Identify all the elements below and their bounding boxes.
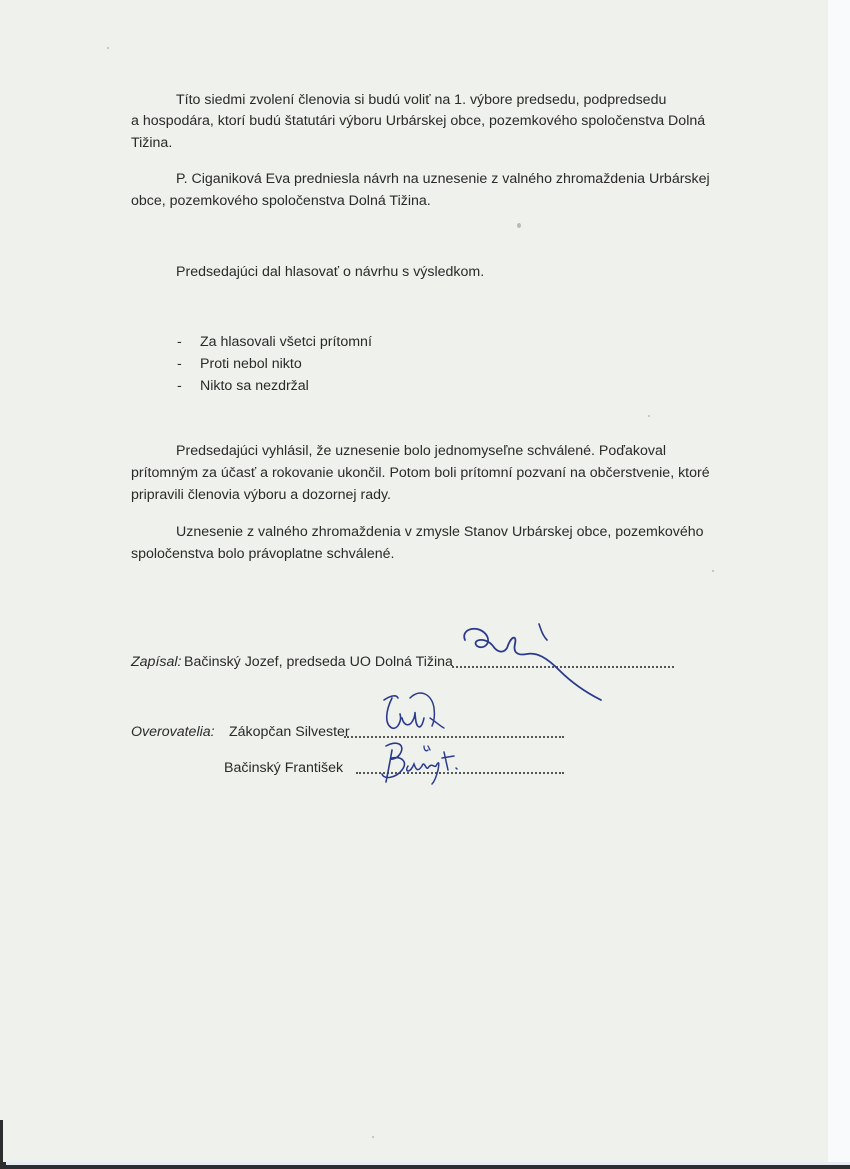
text-line: Predsedajúci vyhlásil, že uznesenie bolo jednomyseľne schválené. Poďakoval <box>176 443 667 459</box>
text-line: prítomným za účasť a rokovanie ukončil. Potom boli prítomní pozvaní na občerstvenie, ktoré <box>131 465 710 481</box>
text-line: a hospodára, ktorí budú štatutári výboru Urbárskej obce, pozemkového spoločenstva Dolná <box>131 113 706 129</box>
recorder-name: Bačinský Jozef, predseda UO Dolná Tižina <box>184 654 453 670</box>
text-line: obce, pozemkového spoločenstva Dolná Tižina. <box>131 193 431 209</box>
text-line: Uznesenie z valného zhromaždenia v zmysle Stanov Urbárskej obce, pozemkového <box>176 524 704 540</box>
verifier-name-1: Zákopčan Silvester <box>229 724 350 740</box>
text-line: Títo siedmi zvolení členovia si budú voliť na 1. výbore predsedu, podpredsedu <box>176 92 667 108</box>
verifier-1-signature-icon <box>380 688 460 738</box>
text-line: P. Ciganiková Eva predniesla návrh na uznesenie z valného zhromaždenia Urbárskej <box>176 171 710 187</box>
list-item: Nikto sa nezdržal <box>200 378 309 394</box>
text-line: Tižina. <box>131 135 173 151</box>
scan-speck <box>517 223 521 228</box>
scanner-margin-left <box>0 1120 3 1169</box>
list-item: Za hlasovali všetci prítomní <box>200 334 372 350</box>
list-dash: - <box>177 334 182 350</box>
recorder-signature-icon <box>455 618 615 703</box>
text-line: spoločenstva bolo právoplatne schválené. <box>131 546 395 562</box>
list-dash: - <box>177 378 182 394</box>
scan-speck <box>712 570 714 572</box>
verifiers-label: Overovatelia: <box>131 724 215 740</box>
verifier-name-2: Bačinský František <box>224 760 344 776</box>
scan-speck <box>107 47 109 49</box>
scanner-edge-highlight <box>6 1162 850 1165</box>
scan-speck <box>648 415 650 417</box>
text-line: Predsedajúci dal hlasovať o návrhu s výsledkom. <box>176 264 485 280</box>
text-line: pripravili členovia výboru a dozornej rady. <box>131 487 391 503</box>
verifier-2-signature-icon <box>378 738 468 788</box>
list-item: Proti nebol nikto <box>200 356 302 372</box>
scanner-margin-right <box>828 0 850 1162</box>
scan-speck <box>372 1136 374 1138</box>
recorder-label: Zapísal: <box>131 654 182 670</box>
list-dash: - <box>177 356 182 372</box>
